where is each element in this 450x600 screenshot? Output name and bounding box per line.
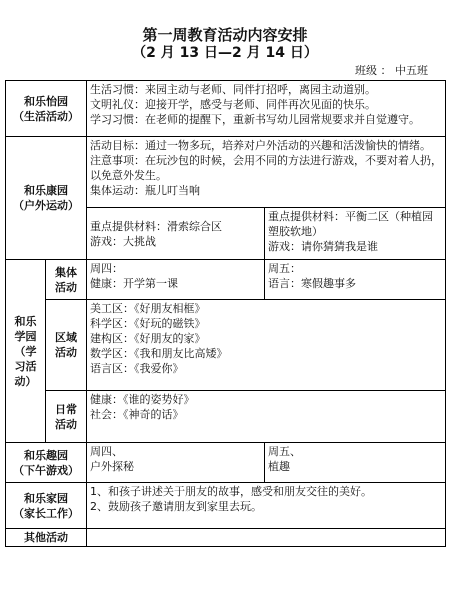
daily-social: 社会：《神奇的话》 <box>90 408 184 421</box>
family-row <box>6 483 446 529</box>
class-name: 中五班 <box>395 64 428 77</box>
games-thursday-day: 周四、 <box>90 445 123 458</box>
page-title: 第一周教育活动内容安排 <box>142 26 308 44</box>
area-science: 科学区：《好玩的磁铁》 <box>90 317 206 330</box>
outdoor-section-label: 和乐康园 （户外运动） <box>6 137 87 260</box>
group-thursday-content: 健康：开学第一课 <box>90 277 178 290</box>
learning-section-label: 和乐 学园 （学 习活 动） <box>6 260 46 443</box>
life-row <box>6 81 446 137</box>
life-content <box>87 81 446 137</box>
outdoor-left-game: 游戏：大挑战 <box>90 234 156 248</box>
daily-activity-content <box>87 391 446 443</box>
area-construction: 建构区：《好朋友的家》 <box>90 332 206 345</box>
outdoor-goal: 活动目标：通过一物多玩，培养对户外活动的兴趣和活泼愉快的情绪。 <box>90 139 431 152</box>
life-habit: 生活习惯：来园主动与老师、同伴打招呼，离园主动道别。 <box>90 83 376 96</box>
group-friday-content: 语言：寒假趣事多 <box>268 277 356 290</box>
games-thursday-cell <box>87 443 265 483</box>
family-item-1: 1、和孩子讲述关于朋友的故事，感受和朋友交往的美好。 <box>90 485 372 498</box>
outdoor-notes: 注意事项：在玩沙包的时候，会用不同的方法进行游戏，不要对着人扔，以免意外发生。 <box>90 154 442 182</box>
family-section-label: 和乐家园 （家长工作） <box>6 483 87 529</box>
daily-activity-label: 日常 活动 <box>46 391 87 443</box>
life-study: 学习习惯：在老师的提醒下，重新书写幼儿园常规要求并自觉遵守。 <box>90 113 420 126</box>
games-section-label: 和乐趣园 （下午游戏） <box>6 443 87 483</box>
area-activity-row <box>6 300 446 391</box>
class-label: 班级 ： <box>355 64 392 77</box>
date-range: （2 月 13 日—2 月 14 日） <box>132 45 318 61</box>
area-math: 数学区：《我和朋友比高矮》 <box>90 347 228 360</box>
daily-activity-row <box>6 391 446 443</box>
outdoor-group-sport: 集体运动：瓶儿叮当响 <box>90 184 200 197</box>
group-thursday-cell <box>87 260 265 300</box>
games-row <box>6 443 446 483</box>
group-activity-row <box>6 260 446 300</box>
other-row <box>6 529 446 547</box>
outdoor-right-cell <box>265 208 446 260</box>
life-etiquette: 文明礼仪：迎接开学，感受与老师、同伴再次见面的快乐。 <box>90 98 376 111</box>
outdoor-left-cell <box>87 208 265 260</box>
group-friday-cell <box>265 260 446 300</box>
life-section-label: 和乐怡园 （生活活动） <box>6 81 87 137</box>
other-content <box>87 529 446 547</box>
group-activity-label: 集体 活动 <box>46 260 87 300</box>
outdoor-row <box>6 137 446 208</box>
outdoor-content <box>87 137 446 208</box>
class-info <box>355 64 428 78</box>
group-thursday-day: 周四： <box>90 262 123 275</box>
outdoor-left-material: 重点提供材料：滑索综合区 <box>90 219 222 233</box>
other-section-label: 其他活动 <box>6 529 87 547</box>
games-friday-cell <box>265 443 446 483</box>
daily-health: 健康：《谁的姿势好》 <box>90 393 195 406</box>
area-activity-content <box>87 300 446 391</box>
outdoor-right-material: 重点提供材料：平衡二区（种植园塑胶软地） <box>268 210 433 238</box>
area-art: 美工区：《好朋友相框》 <box>90 302 206 315</box>
outdoor-right-game: 游戏：请你猜猜我是谁 <box>268 240 378 253</box>
area-language: 语言区：《我爱你》 <box>90 362 184 375</box>
group-friday-day: 周五： <box>268 262 301 275</box>
schedule-table <box>5 80 446 547</box>
family-item-2: 2、鼓励孩子邀请朋友到家里去玩。 <box>90 500 262 513</box>
games-friday-content: 植趣 <box>268 460 290 473</box>
games-thursday-content: 户外探秘 <box>90 460 134 473</box>
family-content <box>87 483 446 529</box>
games-friday-day: 周五、 <box>268 445 301 458</box>
area-activity-label: 区域 活动 <box>46 300 87 391</box>
